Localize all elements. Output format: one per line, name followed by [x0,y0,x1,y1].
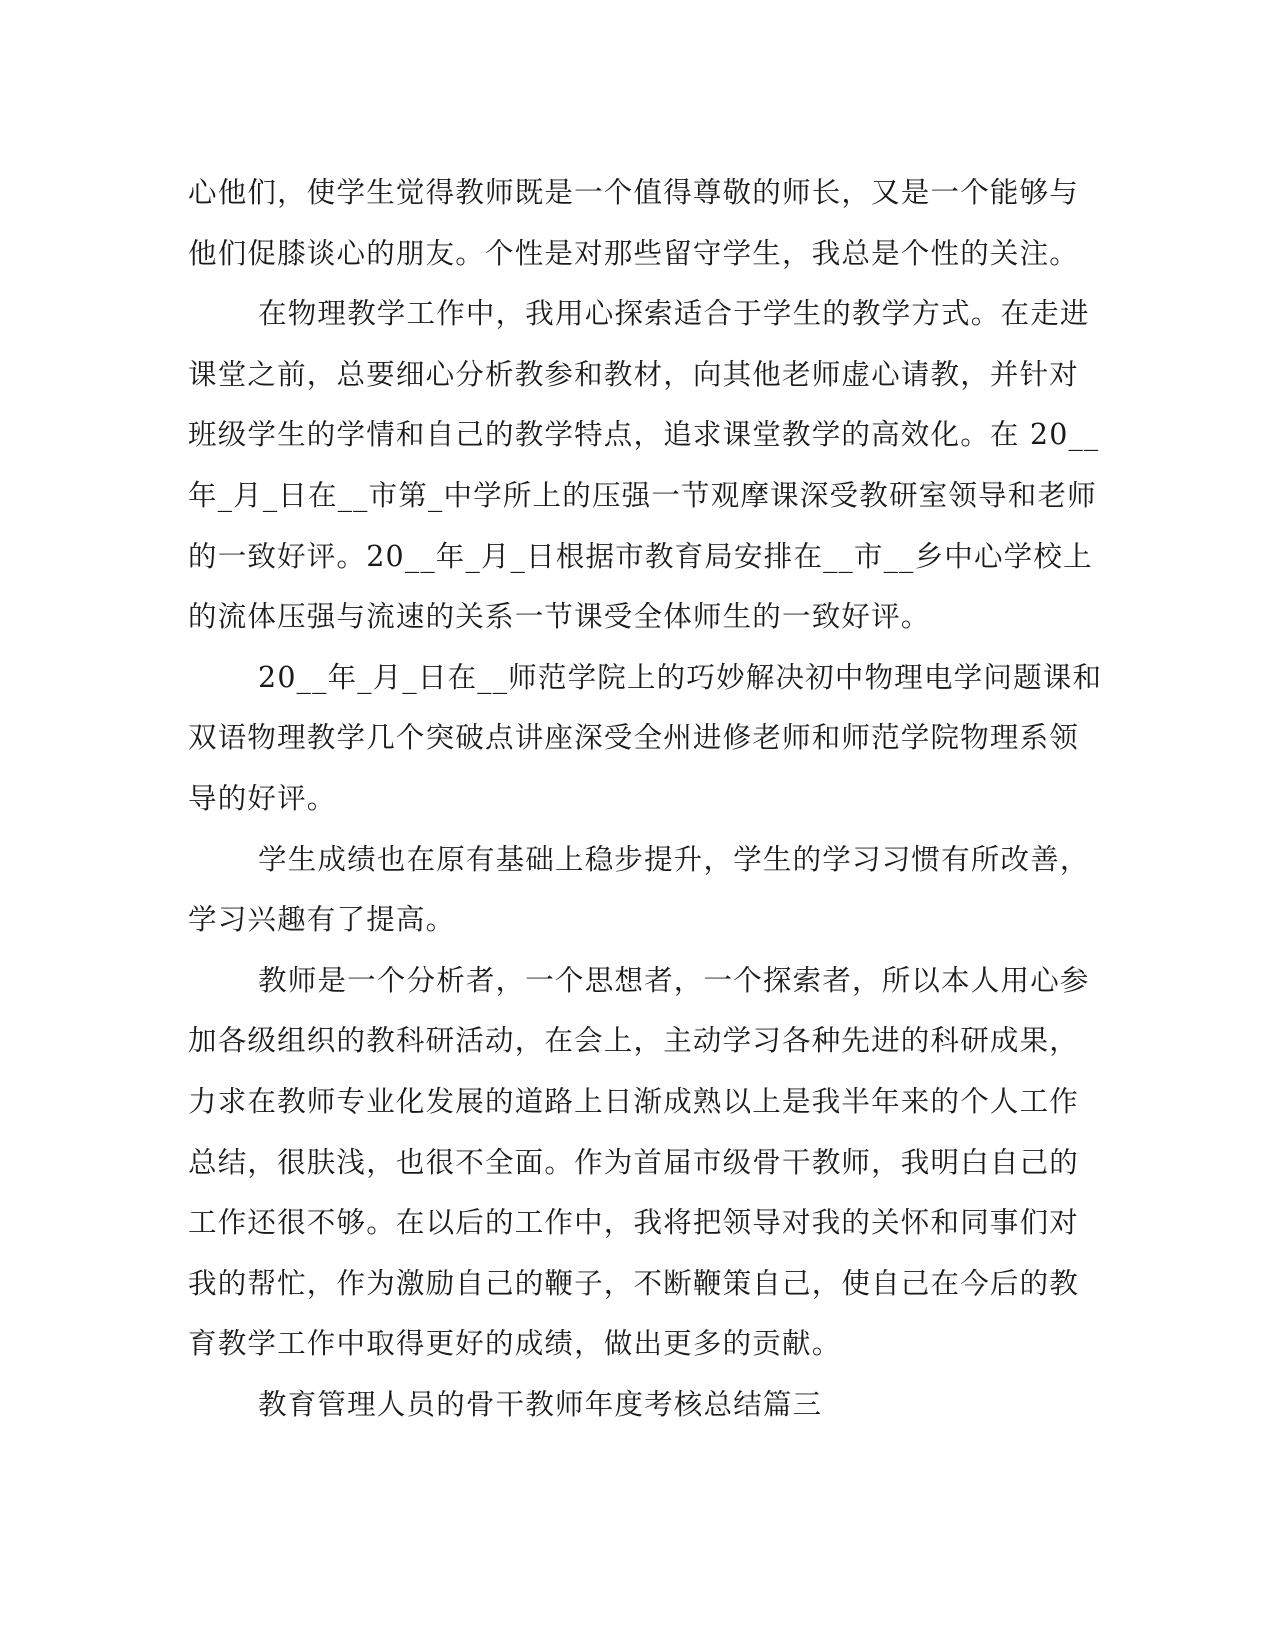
text-line: 双语物理教学几个突破点讲座深受全州进修老师和师范学院物理系领 [188,721,1080,755]
text-line: 心他们，使学生觉得教师既是一个值得尊敬的师长，又是一个能够与 [188,176,1080,209]
text-line: 他们促膝谈心的朋友。个性是对那些留守学生，我总是个性的关注。 [188,236,1080,270]
paragraph-start-line: 在物理教学工作中，我用心探索适合于学生的教学方式。在走进 [258,297,1090,331]
text-line: 总结，很肤浅，也很不全面。作为首届市级骨干教师，我明白自己的 [188,1145,1080,1179]
text-line: 课堂之前，总要细心分析教参和教材，向其他老师虚心请教，并针对 [188,357,1080,391]
text-line: 工作还很不够。在以后的工作中，我将把领导对我的关怀和同事们对 [188,1206,1080,1240]
text-line: 学习兴趣有了提高。 [188,903,456,937]
text-line: 导的好评。 [188,781,337,815]
text-line: 我的帮忙，作为激励自己的鞭子，不断鞭策自己，使自己在今后的教 [188,1266,1080,1300]
document-body [188,163,1103,1435]
text-line: 加各级组织的教科研活动，在会上，主动学习各种先进的科研成果， [188,1024,1080,1058]
text-line: 力求在教师专业化发展的道路上日渐成熟以上是我半年来的个人工作 [188,1084,1080,1118]
text-line: 班级学生的学情和自己的教学特点，追求课堂教学的高效化。在 20__ [188,418,1100,452]
section-heading-line: 教育管理人员的骨干教师年度考核总结篇三 [258,1387,823,1421]
paragraph-start-line: 20__年_月_日在__师范学院上的巧妙解决初中物理电学问题课和 [258,660,1103,694]
text-line: 的流体压强与流速的关系一节课受全体师生的一致好评。 [188,600,931,634]
text-line: 的一致好评。20__年_月_日根据市教育局安排在__市__乡中心学校上 [188,539,1093,573]
paragraph-start-line: 学生成绩也在原有基础上稳步提升，学生的学习习惯有所改善， [258,842,1090,876]
text-line: 育教学工作中取得更好的成绩，做出更多的贡献。 [188,1327,842,1361]
text-line: 年_月_日在__市第_中学所上的压强一节观摩课深受教研室领导和老师 [188,478,1097,512]
paragraph-start-line: 教师是一个分析者，一个思想者，一个探索者，所以本人用心参 [258,963,1090,997]
